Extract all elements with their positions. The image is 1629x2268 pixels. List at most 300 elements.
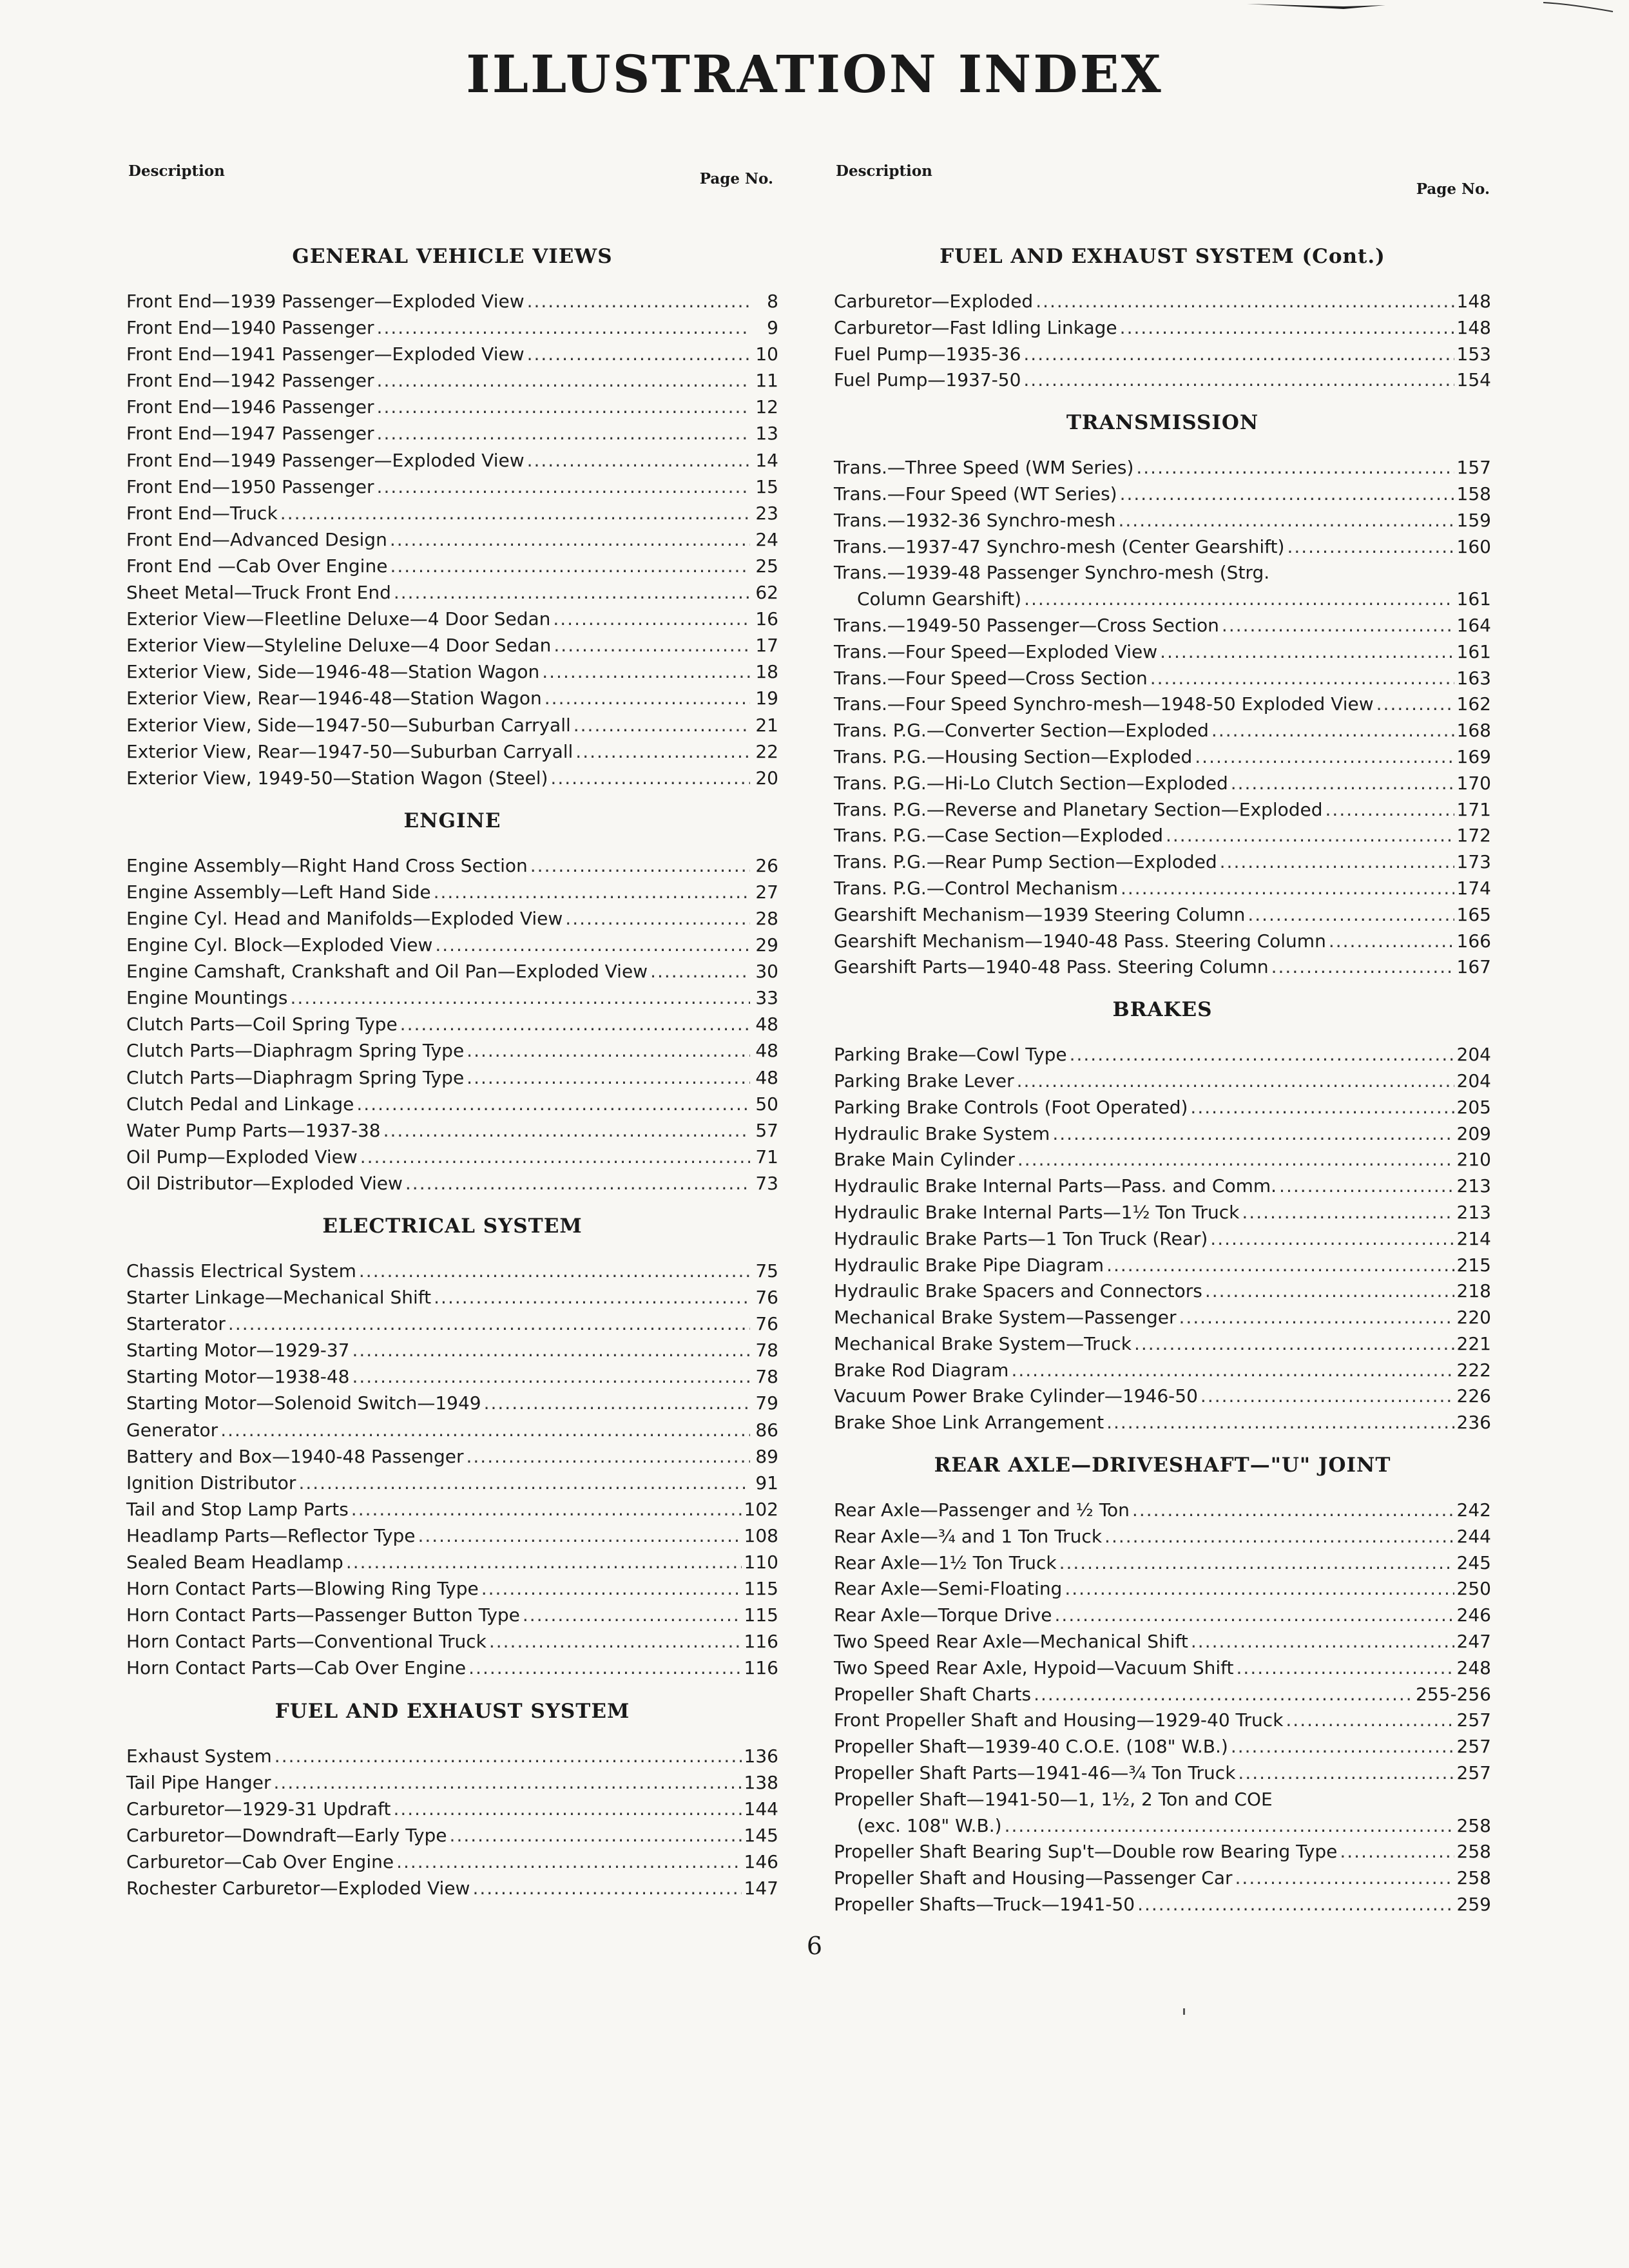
entry-description: Brake Main Cylinder [834, 1149, 1015, 1171]
dot-leader [650, 958, 750, 985]
dot-leader [467, 1037, 750, 1064]
dot-leader [1195, 744, 1454, 770]
entry-description: Vacuum Power Brake Cylinder—1946-50 [834, 1385, 1198, 1407]
entry-page-number: 116 [744, 1657, 778, 1679]
index-entry [126, 1117, 778, 1144]
dot-leader [352, 1363, 751, 1390]
dot-leader [1222, 612, 1454, 639]
index-entry [834, 875, 1491, 901]
entry-description: Clutch Pedal and Linkage [126, 1093, 354, 1115]
dot-leader [400, 1011, 750, 1037]
index-entry [834, 341, 1491, 367]
entry-description: Propeller Shaft Charts [834, 1683, 1032, 1705]
index-entry [834, 954, 1491, 980]
index-entry [834, 1409, 1491, 1436]
right-column [834, 162, 1491, 1917]
dot-leader [1242, 1199, 1454, 1225]
dot-leader [1166, 822, 1454, 849]
entry-description: Trans. P.G.—Rear Pump Section—Exploded [834, 851, 1217, 873]
dot-leader [1034, 1681, 1413, 1707]
entry-page-number: 28 [755, 907, 778, 929]
entry-page-number: 255-256 [1416, 1683, 1491, 1705]
entry-description: Exterior View, Rear—1947-50—Suburban Carryall [126, 740, 574, 762]
entry-description: Gearshift Mechanism—1939 Steering Column [834, 903, 1246, 925]
entry-description: Headlamp Parts—Reflector Type [126, 1524, 416, 1546]
index-entry [126, 1011, 778, 1037]
index-entry [834, 717, 1491, 744]
entry-description: Exterior View—Fleetline Deluxe—4 Door Sedan [126, 608, 551, 630]
dot-leader [377, 314, 750, 341]
entry-page-number: 23 [755, 502, 778, 524]
entry-page-number: 257 [1456, 1762, 1491, 1784]
dot-leader [393, 1796, 741, 1822]
entry-page-number: 76 [755, 1313, 778, 1335]
entry-page-number: 11 [755, 370, 778, 392]
dot-leader [489, 1628, 742, 1655]
index-entry [126, 526, 778, 553]
column-header [834, 162, 1491, 227]
dot-leader [1211, 717, 1454, 744]
dot-leader [1024, 586, 1454, 612]
description-header: Description [128, 162, 225, 180]
entry-description: Starting Motor—Solenoid Switch—1949 [126, 1392, 481, 1414]
entry-page-number: 245 [1456, 1552, 1491, 1573]
index-entry [126, 341, 778, 367]
dot-leader [1106, 1409, 1454, 1436]
dot-leader [1205, 1278, 1454, 1304]
entry-description: Horn Contact Parts—Conventional Truck [126, 1631, 487, 1653]
dot-leader [1231, 770, 1454, 796]
dot-leader [396, 1849, 741, 1875]
entry-page-number: 236 [1456, 1412, 1491, 1434]
section-title: ENGINE [403, 809, 501, 832]
entry-page-number: 164 [1456, 614, 1491, 636]
entry-description: Oil Pump—Exploded View [126, 1146, 358, 1168]
index-entry [834, 1497, 1491, 1523]
entry-page-number: 165 [1456, 903, 1491, 925]
entry-description: Trans. P.G.—Reverse and Planetary Section—Exploded [834, 798, 1323, 820]
entry-page-number: 18 [755, 661, 778, 683]
dot-leader [574, 712, 750, 738]
dot-leader [1106, 1252, 1454, 1278]
dot-leader [346, 1549, 742, 1575]
dot-leader [434, 879, 750, 905]
index-entry [126, 985, 778, 1011]
index-entry [126, 1443, 778, 1470]
entry-description: Rear Axle—Torque Drive [834, 1604, 1052, 1626]
index-entry [834, 1199, 1491, 1225]
dot-leader [1179, 1304, 1454, 1331]
entry-description: Clutch Parts—Coil Spring Type [126, 1014, 398, 1035]
entry-page-number: 257 [1456, 1709, 1491, 1731]
index-entry [834, 639, 1491, 665]
index-entry [834, 1655, 1491, 1681]
index-entry [834, 612, 1491, 639]
index-entry [126, 852, 778, 879]
entry-page-number: 145 [744, 1824, 778, 1846]
index-entry [834, 1602, 1491, 1628]
entry-page-number: 154 [1456, 369, 1491, 391]
entry-description: Front End—1942 Passenger [126, 370, 374, 392]
dot-leader [1329, 928, 1454, 954]
dot-leader [1160, 639, 1454, 665]
dot-leader [468, 1655, 741, 1681]
entry-description: Exterior View, Side—1946-48—Station Wagon [126, 661, 540, 683]
entry-description: Fuel Pump—1937-50 [834, 369, 1021, 391]
index-entry [834, 1278, 1491, 1304]
index-entry [126, 1311, 778, 1337]
entry-description: Tail Pipe Hanger [126, 1771, 271, 1793]
entry-page-number: 214 [1456, 1227, 1491, 1249]
dot-leader [450, 1822, 742, 1849]
entry-list [126, 1258, 778, 1682]
entry-list [834, 1497, 1491, 1917]
section-title: ELECTRICAL SYSTEM [322, 1215, 583, 1238]
dot-leader [1005, 1812, 1454, 1839]
entry-page-number: 86 [755, 1419, 778, 1441]
dot-leader [377, 394, 750, 420]
index-entry [834, 1252, 1491, 1278]
entry-description: Starting Motor—1929-37 [126, 1340, 350, 1361]
dot-leader [1210, 1225, 1454, 1252]
index-entry [834, 1865, 1491, 1891]
entry-description: Mechanical Brake System—Truck [834, 1332, 1132, 1354]
section-title: REAR AXLE—DRIVESHAFT—"U" JOINT [934, 1454, 1391, 1477]
dot-leader [1120, 481, 1454, 507]
entry-list [834, 288, 1491, 393]
entry-description: Carburetor—Downdraft—Early Type [126, 1824, 447, 1846]
entry-description: Hydraulic Brake System [834, 1122, 1050, 1144]
entry-description: Horn Contact Parts—Passenger Button Type [126, 1604, 520, 1626]
entry-page-number: 19 [755, 687, 778, 709]
dot-leader [274, 1769, 742, 1796]
entry-description: Trans.—Four Speed (WT Series) [834, 483, 1117, 505]
entry-page-number: 258 [1456, 1867, 1491, 1889]
dot-leader [359, 1258, 750, 1284]
entry-description: Propeller Shafts—Truck—1941-50 [834, 1894, 1135, 1916]
entry-page-number: 115 [744, 1604, 778, 1626]
dot-leader [394, 579, 750, 606]
entry-description: Horn Contact Parts—Blowing Ring Type [126, 1578, 479, 1600]
entry-page-number: 259 [1456, 1894, 1491, 1916]
entry-page-number: 71 [755, 1146, 778, 1168]
dot-leader [1055, 1602, 1454, 1628]
index-entry [126, 474, 778, 500]
entry-description: Rear Axle—Semi-Floating [834, 1578, 1063, 1600]
entry-list [834, 454, 1491, 980]
dot-leader [360, 1144, 750, 1170]
index-entry [126, 1363, 778, 1390]
entry-page-number: 163 [1456, 667, 1491, 689]
entry-page-number: 160 [1456, 535, 1491, 557]
entry-page-number: 10 [755, 343, 778, 365]
entry-description: Sheet Metal—Truck Front End [126, 582, 391, 604]
entry-page-number: 220 [1456, 1307, 1491, 1329]
dot-leader [220, 1417, 750, 1443]
entry-page-number: 15 [755, 476, 778, 497]
index-entry [126, 658, 778, 685]
index-entry [126, 579, 778, 606]
dot-leader [1191, 1628, 1454, 1655]
entry-page-number: 29 [755, 934, 778, 956]
index-entry [834, 1225, 1491, 1252]
entry-description: Engine Cyl. Head and Manifolds—Exploded View [126, 907, 563, 929]
entry-description: Front End—1939 Passenger—Exploded View [126, 291, 525, 312]
dot-leader [1136, 454, 1454, 481]
index-entry [834, 1523, 1491, 1550]
entry-page-number: 89 [755, 1445, 778, 1467]
index-entry [834, 1041, 1491, 1068]
entry-description: Rear Axle—¾ and 1 Ton Truck [834, 1525, 1103, 1547]
entry-description: Rear Axle—Passenger and ½ Ton [834, 1499, 1130, 1521]
left-sections [126, 244, 778, 1901]
dot-leader [1121, 875, 1454, 901]
dot-leader [527, 288, 750, 314]
entry-description: Oil Distributor—Exploded View [126, 1172, 403, 1194]
entry-description: Starting Motor—1938-48 [126, 1366, 350, 1388]
dot-leader [377, 367, 750, 394]
scan-mark [1543, 1, 1614, 13]
dot-leader [1059, 1550, 1454, 1576]
entry-description: Front End —Cab Over Engine [126, 555, 388, 577]
entry-page-number: 79 [755, 1392, 778, 1414]
index-entry [126, 1628, 778, 1655]
entry-description: Engine Mountings [126, 987, 288, 1009]
index-entry [126, 1144, 778, 1170]
entry-page-number: 213 [1456, 1175, 1491, 1197]
entry-page-number: 158 [1456, 483, 1491, 505]
index-entry [834, 928, 1491, 954]
index-entry [834, 796, 1491, 823]
index-entry [126, 1523, 778, 1549]
entry-description: Carburetor—1929-31 Updraft [126, 1798, 391, 1820]
right-sections [834, 244, 1491, 1917]
dot-leader [530, 852, 750, 879]
left-column [126, 162, 778, 1901]
entry-description: Clutch Parts—Diaphragm Spring Type [126, 1040, 465, 1062]
dot-leader [1052, 1120, 1454, 1147]
dot-leader [467, 1064, 750, 1091]
entry-page-number: 91 [755, 1472, 778, 1494]
entry-page-number: 162 [1456, 693, 1491, 715]
dot-leader [1200, 1383, 1454, 1409]
entry-page-number: 78 [755, 1366, 778, 1388]
entry-page-number: 78 [755, 1340, 778, 1361]
dot-leader [472, 1875, 741, 1901]
dot-leader [467, 1443, 751, 1470]
dot-leader [1120, 314, 1454, 341]
dot-leader [377, 474, 750, 500]
index-entry [126, 738, 778, 765]
entry-description: Rochester Carburetor—Exploded View [126, 1877, 470, 1899]
entry-page-number: 146 [744, 1850, 778, 1872]
dot-leader [1023, 341, 1454, 367]
entry-page-number: 138 [744, 1771, 778, 1793]
scan-mark [1247, 3, 1389, 10]
dot-leader [545, 685, 750, 711]
index-entry [126, 1390, 778, 1416]
entry-page-number: 166 [1456, 930, 1491, 952]
entry-description: Two Speed Rear Axle, Hypoid—Vacuum Shift [834, 1657, 1234, 1678]
entry-description: Brake Rod Diagram [834, 1359, 1009, 1381]
entry-page-number: 204 [1456, 1044, 1491, 1066]
index-entry [834, 1838, 1491, 1865]
index-entry [834, 1575, 1491, 1602]
index-entry [126, 685, 778, 711]
dot-leader [1065, 1575, 1454, 1602]
index-entry [126, 632, 778, 658]
entry-page-number: 258 [1456, 1841, 1491, 1863]
index-entry [834, 1383, 1491, 1409]
entry-page-number: 62 [755, 582, 778, 604]
entry-description: Engine Assembly—Left Hand Side [126, 881, 431, 903]
section-title: FUEL AND EXHAUST SYSTEM [275, 1699, 630, 1723]
entry-description: Tail and Stop Lamp Parts [126, 1498, 349, 1520]
index-entry [834, 559, 1491, 586]
index-entry [126, 1743, 778, 1769]
entry-list [126, 1743, 778, 1902]
entry-page-number: 222 [1456, 1359, 1491, 1381]
entry-description: Propeller Shaft Parts—1941-46—¾ Ton Truck [834, 1762, 1236, 1784]
entry-description: Trans. P.G.—Converter Section—Exploded [834, 720, 1209, 742]
entry-description: Trans.—Four Speed—Exploded View [834, 640, 1158, 662]
entry-list [126, 288, 778, 791]
dot-leader [1017, 1146, 1454, 1173]
entry-page-number: 250 [1456, 1578, 1491, 1600]
entry-page-number: 167 [1456, 956, 1491, 978]
index-entry [126, 1575, 778, 1602]
index-entry [126, 1655, 778, 1681]
dot-leader [1237, 1655, 1454, 1681]
entry-description: Fuel Pump—1935-36 [834, 343, 1021, 365]
dot-leader [565, 905, 750, 932]
entry-page-number: 26 [755, 854, 778, 876]
entry-description: Column Gearshift) [857, 588, 1022, 610]
index-entry [834, 1357, 1491, 1383]
entry-page-number: 159 [1456, 509, 1491, 531]
index-entry [834, 901, 1491, 928]
index-entry [834, 454, 1491, 481]
entry-description: Exhaust System [126, 1745, 272, 1767]
dot-leader [1070, 1041, 1454, 1068]
index-entry [834, 1707, 1491, 1733]
dot-leader [523, 1602, 742, 1628]
entry-page-number: 13 [755, 423, 778, 445]
dot-leader [554, 632, 750, 658]
entry-description: Trans. P.G.—Housing Section—Exploded [834, 745, 1193, 767]
dot-leader [1376, 691, 1454, 717]
dot-leader [1248, 901, 1454, 928]
index-entry [834, 586, 1491, 612]
index-entry [126, 553, 778, 579]
dot-leader [1036, 288, 1454, 314]
dot-leader [1134, 1331, 1454, 1357]
entry-description: Front End—1950 Passenger [126, 476, 374, 497]
entry-description: Exterior View—Styleline Deluxe—4 Door Sedan [126, 635, 552, 657]
index-entry [126, 958, 778, 985]
section-title: GENERAL VEHICLE VIEWS [292, 245, 613, 268]
dot-leader [1132, 1497, 1454, 1523]
entry-page-number: 157 [1456, 457, 1491, 479]
dot-leader [1137, 1891, 1454, 1917]
index-entry [834, 288, 1491, 314]
index-entry [834, 770, 1491, 796]
dot-leader [1119, 507, 1454, 533]
entry-description: Engine Assembly—Right Hand Cross Section [126, 854, 528, 876]
dot-leader [481, 1575, 742, 1602]
dot-leader [1017, 1068, 1454, 1094]
entry-page-number: 8 [767, 291, 778, 312]
entry-page-number: 247 [1456, 1631, 1491, 1653]
entry-description: Gearshift Parts—1940-48 Pass. Steering Column [834, 956, 1269, 978]
entry-page-number: 21 [755, 714, 778, 736]
index-entry [126, 879, 778, 905]
dot-leader [1271, 954, 1454, 980]
entry-description: Water Pump Parts—1937-38 [126, 1119, 381, 1141]
index-entry [126, 905, 778, 932]
dot-leader [280, 500, 750, 526]
dot-leader [1104, 1523, 1454, 1550]
entry-page-number: 25 [755, 555, 778, 577]
entry-description: Trans.—Four Speed Synchro-mesh—1948-50 Exploded View [834, 693, 1374, 715]
entry-description: (exc. 108" W.B.) [857, 1814, 1002, 1836]
index-entry [834, 1068, 1491, 1094]
index-entry [126, 1337, 778, 1363]
entry-page-number: 161 [1456, 588, 1491, 610]
entry-page-number: 30 [755, 961, 778, 983]
entry-description: Parking Brake Lever [834, 1070, 1014, 1091]
entry-page-number: 48 [755, 1066, 778, 1088]
entry-description: Exterior View, Side—1947-50—Suburban Carryall [126, 714, 571, 736]
index-entry [834, 691, 1491, 717]
entry-list [834, 1041, 1491, 1436]
index-entry [126, 288, 778, 314]
entry-description: Hydraulic Brake Parts—1 Ton Truck (Rear) [834, 1227, 1208, 1249]
scan-speck [1183, 2008, 1185, 2015]
index-entry [126, 1769, 778, 1796]
entry-page-number: 33 [755, 987, 778, 1009]
section-title: TRANSMISSION [1066, 411, 1259, 435]
dot-leader [1325, 796, 1454, 823]
entry-page-number: 258 [1456, 1814, 1491, 1836]
dot-leader [228, 1311, 750, 1337]
index-entry [834, 1786, 1491, 1812]
index-entry [834, 822, 1491, 849]
entry-description: Parking Brake Controls (Foot Operated) [834, 1096, 1188, 1118]
dot-leader [1011, 1357, 1454, 1383]
dot-leader [1231, 1733, 1454, 1760]
entry-page-number: 102 [744, 1498, 778, 1520]
index-entry [834, 1812, 1491, 1839]
dot-leader [351, 1496, 742, 1523]
index-entry [834, 1146, 1491, 1173]
entry-description: Hydraulic Brake Spacers and Connectors [834, 1280, 1202, 1302]
dot-leader [1220, 849, 1454, 875]
entry-page-number: 215 [1456, 1254, 1491, 1276]
index-entry [834, 1760, 1491, 1786]
entry-page-number: 14 [755, 449, 778, 471]
index-entry [126, 712, 778, 738]
index-entry [126, 394, 778, 420]
dot-leader [527, 341, 750, 367]
dot-leader [298, 1470, 750, 1496]
entry-description: Trans. P.G.—Control Mechanism [834, 877, 1118, 899]
dot-leader [418, 1523, 741, 1549]
entry-description: Front Propeller Shaft and Housing—1929-40 Truck [834, 1709, 1284, 1731]
index-entry [126, 1549, 778, 1575]
index-entry [834, 1891, 1491, 1917]
entry-page-number: 75 [755, 1260, 778, 1282]
